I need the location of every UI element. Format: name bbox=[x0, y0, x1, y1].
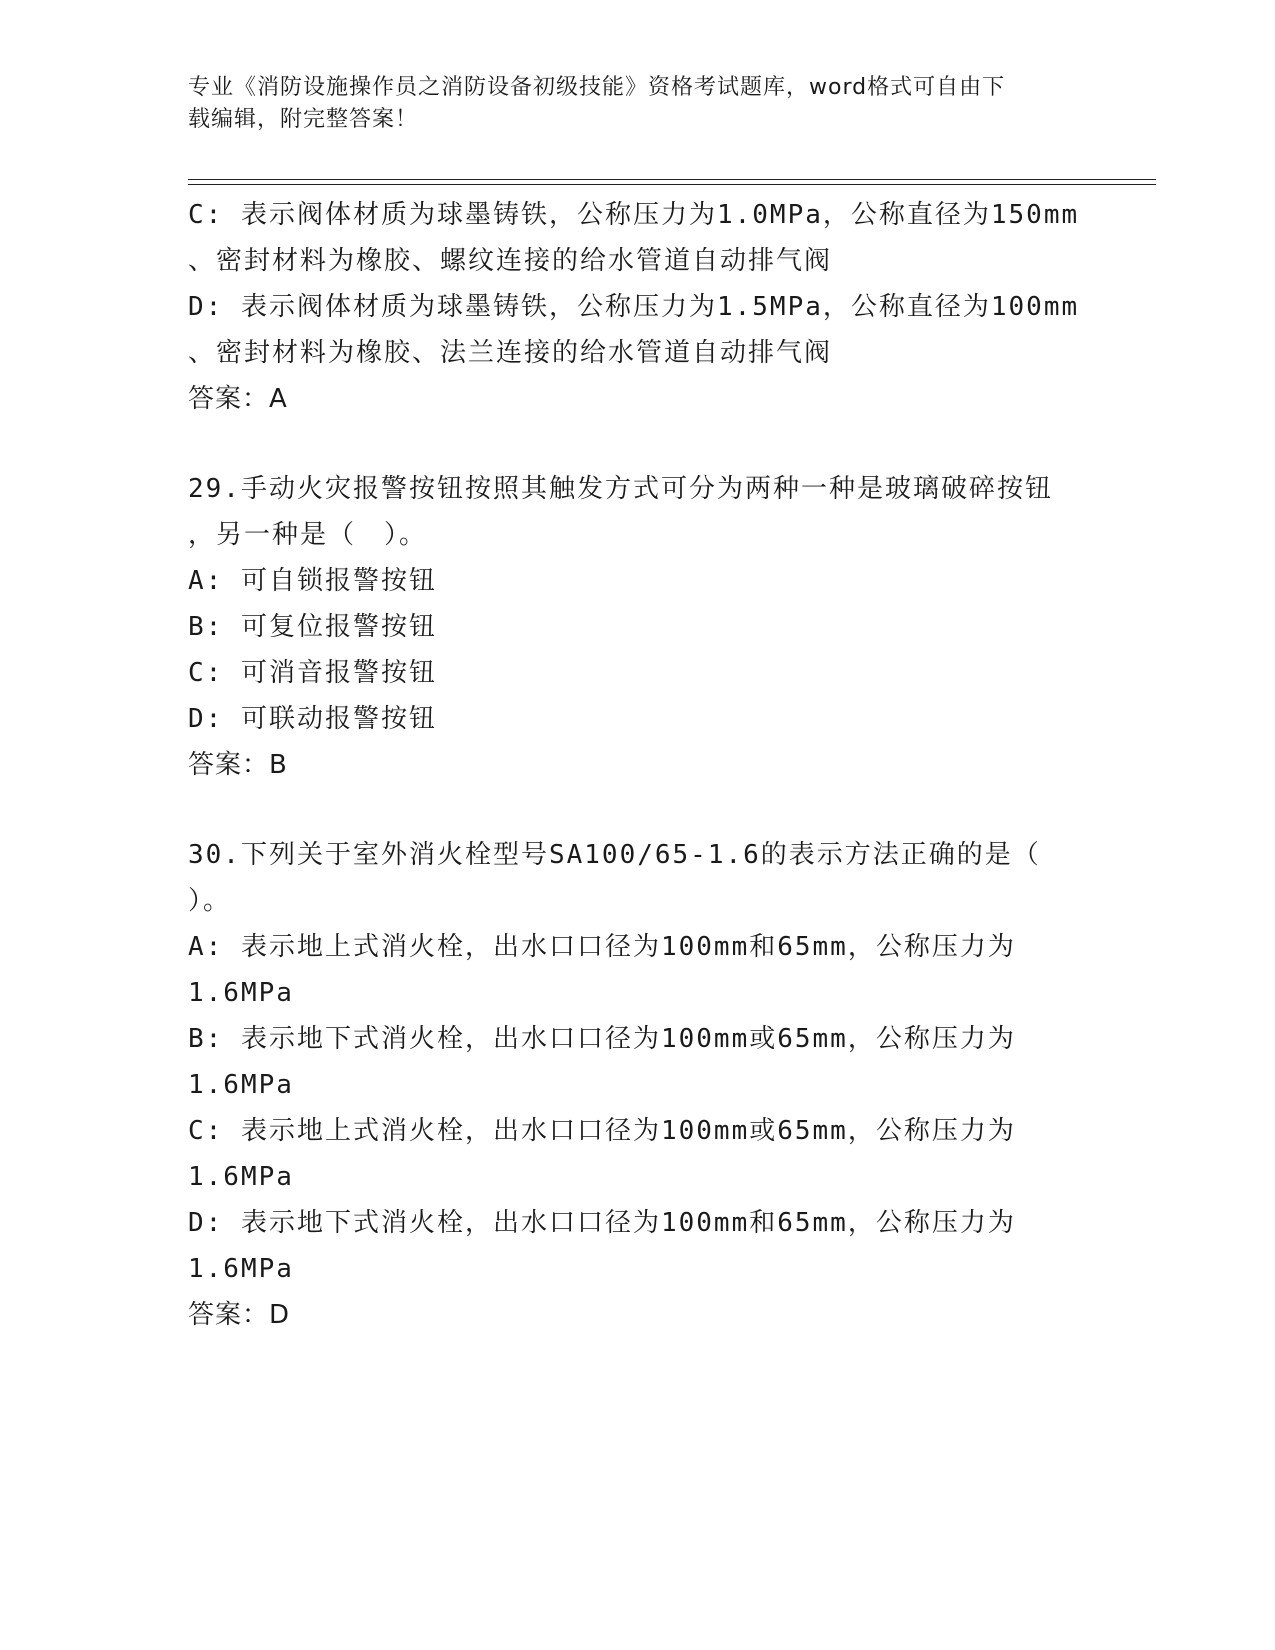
option-a-line-2: 1.6MPa bbox=[188, 978, 294, 1008]
header-rule-top bbox=[188, 179, 1156, 180]
option-d-line-1: D: 表示地下式消火栓，出水口口径为100mm和65mm，公称压力为 bbox=[188, 1208, 1016, 1238]
question-30 bbox=[188, 832, 1088, 1338]
option-c-line-2: 、密封材料为橡胶、螺纹连接的给水管道自动排气阀 bbox=[188, 246, 833, 276]
option-d-line-1: D: 表示阀体材质为球墨铸铁，公称压力为1.5MPa，公称直径为100mm bbox=[188, 292, 1080, 322]
question-29-stem-line-2: ，另一种是（ ）。 bbox=[188, 520, 428, 550]
question-30-stem-line-2: ）。 bbox=[188, 886, 232, 916]
option-c-line-2: 1.6MPa bbox=[188, 1162, 294, 1192]
option-a-line-1: A: 表示地上式消火栓，出水口口径为100mm和65mm，公称压力为 bbox=[188, 932, 1016, 962]
option-c-line-1: C: 表示阀体材质为球墨铸铁，公称压力为1.0MPa，公称直径为150mm bbox=[188, 200, 1080, 230]
header-line-2: 载编辑，附完整答案！ bbox=[188, 107, 419, 132]
question-content bbox=[188, 192, 1088, 1338]
option-d-line-2: 、密封材料为橡胶、法兰连接的给水管道自动排气阀 bbox=[188, 338, 833, 368]
option-a: A: 可自锁报警按钮 bbox=[188, 566, 437, 596]
question-29-stem-line-1: 29.手动火灾报警按钮按照其触发方式可分为两种一种是玻璃破碎按钮 bbox=[188, 474, 1053, 504]
option-d: D: 可联动报警按钮 bbox=[188, 704, 437, 734]
option-d-line-2: 1.6MPa bbox=[188, 1254, 294, 1284]
question-29 bbox=[188, 466, 1088, 788]
answer-30: 答案：D bbox=[188, 1300, 291, 1330]
option-c: C: 可消音报警按钮 bbox=[188, 658, 437, 688]
question-30-stem-line-1: 30.下列关于室外消火栓型号SA100/65-1.6的表示方法正确的是（ bbox=[188, 840, 1041, 870]
header-line-1: 专业《消防设施操作员之消防设备初级技能》资格考试题库，word格式可自由下 bbox=[188, 75, 1006, 100]
option-b-line-1: B: 表示地下式消火栓，出水口口径为100mm或65mm，公称压力为 bbox=[188, 1024, 1016, 1054]
option-b: B: 可复位报警按钮 bbox=[188, 612, 437, 642]
question-28-tail bbox=[188, 192, 1088, 422]
document-header bbox=[188, 72, 1088, 136]
answer-29: 答案：B bbox=[188, 750, 288, 780]
header-rule-bottom bbox=[188, 184, 1156, 185]
option-c-line-1: C: 表示地上式消火栓，出水口口径为100mm或65mm，公称压力为 bbox=[188, 1116, 1016, 1146]
option-b-line-2: 1.6MPa bbox=[188, 1070, 294, 1100]
answer-28: 答案：A bbox=[188, 384, 288, 414]
